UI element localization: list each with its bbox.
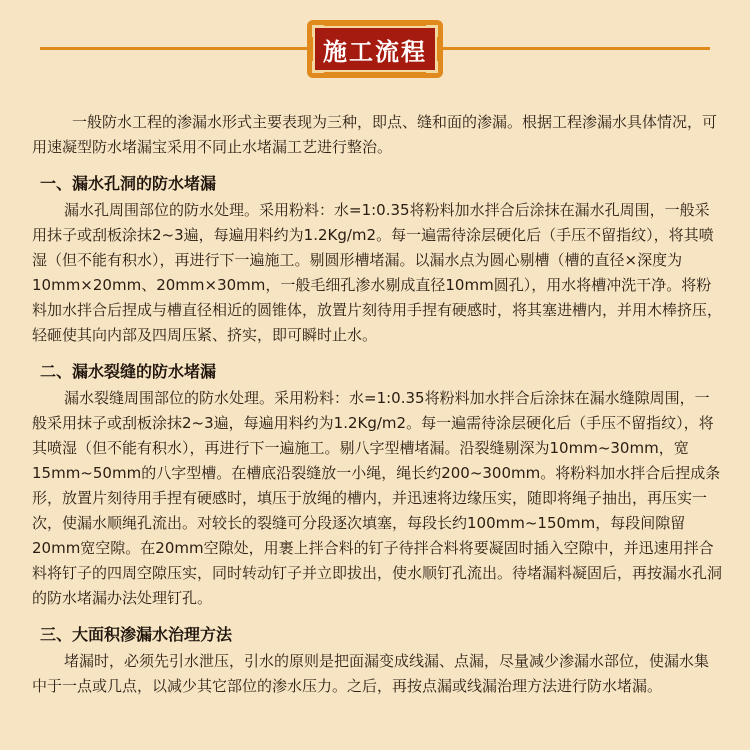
article-body xyxy=(32,110,722,709)
frame-corner-ornament xyxy=(312,25,324,37)
title-divider-right xyxy=(442,47,710,50)
section-heading: 一、漏水孔洞的防水堵漏 xyxy=(40,174,217,193)
title-badge xyxy=(307,20,443,78)
section-crack-leak xyxy=(32,358,722,611)
title-banner xyxy=(0,20,750,78)
section-paragraph: 堵漏时，必须先引水泄压，引水的原则是把面漏变成线漏、点漏，尽量减少渗漏水部位，使漏水集中于一点或几点，以减少其它部位的渗水压力。之后，再按点漏或线漏治理方法进行防水堵漏。 xyxy=(32,652,710,695)
section-heading: 三、大面积渗漏水治理方法 xyxy=(40,625,233,644)
section-paragraph: 漏水裂缝周围部位的防水处理。采用粉料：水=1:0.35将粉料加水拌合后涂抹在漏水缝隙周围，一般采用抹子或刮板涂抹2~3遍，每遍用料约为1.2Kg/m2。每一遍需待涂层硬化后（手压不留指纹），将其喷湿（但不能有积水），再进行下一遍施工。剔八字型槽堵漏。沿裂缝剔深为10mm~30mm，宽15mm~50mm的八字型槽。在槽底沿裂缝放一小绳，绳长约200~300mm。将粉料加水拌合后捏成条形，放置片刻待用手捏有硬感时，填压于放绳的槽内，并迅速将边缘压实，随即将绳子抽出，再压实一次，使漏水顺绳孔流出。对较长的裂缝可分段逐次填塞，每段长约100mm~150mm，每段间隙留20mm宽空隙。在20mm空隙处，用裹上拌合料的钉子待拌合料将要凝固时插入空隙中，并迅速用拌合料将钉子的四周空隙压实，同时转动钉子并立即拔出，使水顺钉孔流出。待堵漏料凝固后，再按漏水孔洞的防水堵漏办法处理钉孔。 xyxy=(32,389,723,607)
title-divider-left xyxy=(40,47,308,50)
section-large-area-leak xyxy=(32,621,722,699)
title-frame xyxy=(313,26,437,72)
section-hole-leak xyxy=(32,170,722,348)
section-heading: 二、漏水裂缝的防水堵漏 xyxy=(40,362,217,381)
frame-corner-ornament xyxy=(312,61,324,73)
intro-paragraph: 一般防水工程的渗漏水形式主要表现为三种，即点、缝和面的渗漏。根据工程渗漏水具体情况，可用速凝型防水堵漏宝采用不同止水堵漏工艺进行整治。 xyxy=(32,113,718,156)
frame-corner-ornament xyxy=(426,61,438,73)
section-paragraph: 漏水孔周围部位的防水处理。采用粉料：水=1:0.35将粉料加水拌合后涂抹在漏水孔周围，一般采用抹子或刮板涂抹2~3遍，每遍用料约为1.2Kg/m2。每一遍需待涂层硬化后（手压不留指纹），将其喷湿（但不能有积水），再进行下一遍施工。剔圆形槽堵漏。以漏水点为圆心剔槽（槽的直径×深度为10mm×20mm、20mm×30mm，一般毛细孔渗水剔成直径10mm圆孔），用水将槽冲洗干净。将粉料加水拌合后捏成与槽直径相近的圆锥体，放置片刻待用手捏有硬感时，将其塞进槽内，并用木棒挤压，轻砸使其向内部及四周压紧、挤实，即可瞬时止水。 xyxy=(32,201,723,344)
page-title: 施工流程 xyxy=(323,37,427,66)
frame-corner-ornament xyxy=(426,25,438,37)
